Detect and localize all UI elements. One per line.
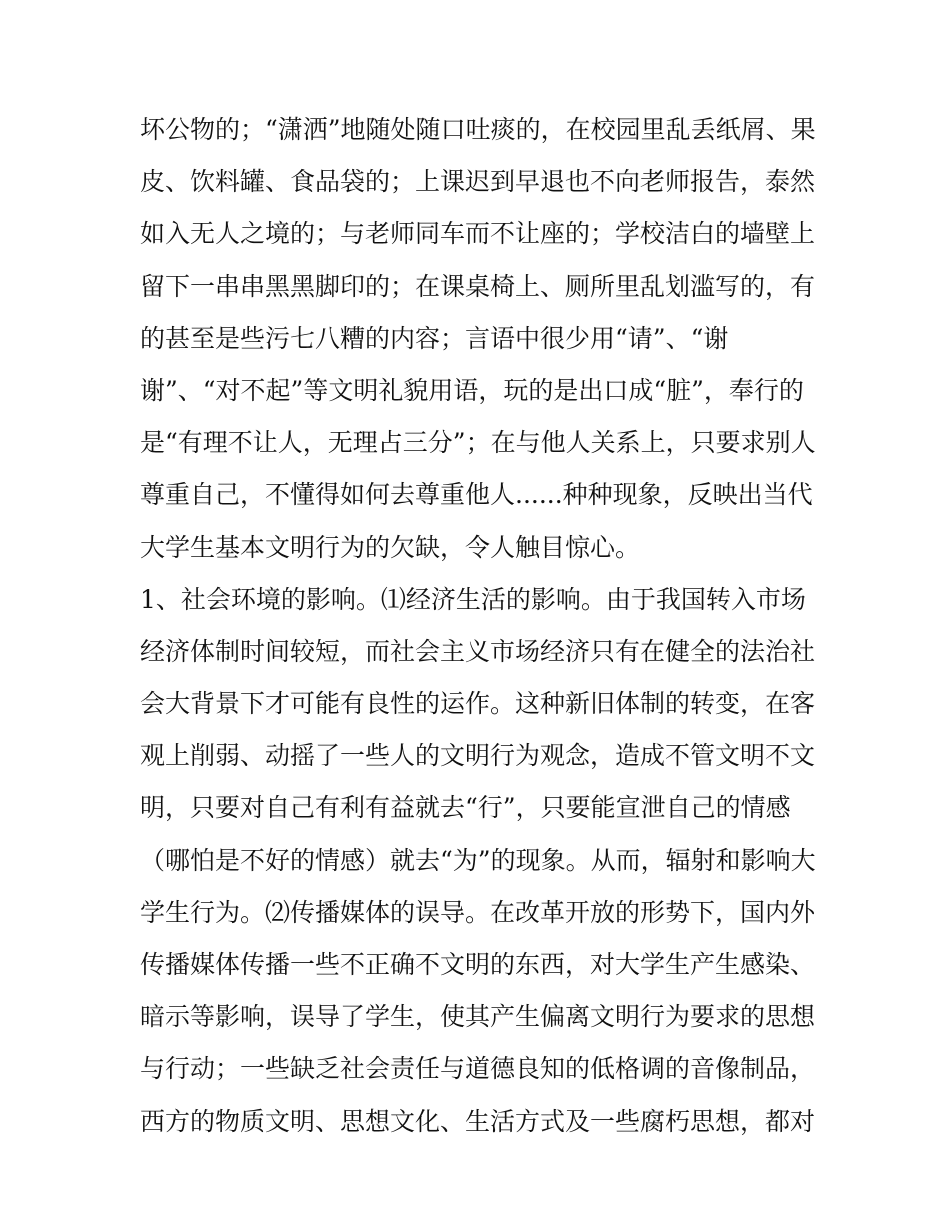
text-line-6: 谢”、“对不起”等文明礼貌用语，玩的是出口成“脏”，奉行的 xyxy=(140,375,804,405)
text-line-10: 1、社会环境的影响。⑴经济生活的影响。由于我国转入市场 xyxy=(140,584,806,614)
text-line-4: 留下一串串黑黑脚印的；在课桌椅上、厕所里乱划滥写的，有 xyxy=(140,271,816,301)
body-text xyxy=(140,104,830,1148)
text-line-18: 暗示等影响，误导了学生，使其产生偏离文明行为要求的思想 xyxy=(140,1002,816,1032)
text-line-20: 西方的物质文明、思想文化、生活方式及一些腐朽思想，都对 xyxy=(140,1106,816,1136)
text-line-12: 会大背景下才可能有良性的运作。这种新旧体制的转变，在客 xyxy=(140,689,816,719)
text-line-5: 的甚至是些污七八糟的内容；言语中很少用“请”、“谢 xyxy=(140,323,729,353)
text-line-14: 明，只要对自己有利有益就去“行”，只要能宣泄自己的情感 xyxy=(140,793,791,823)
text-line-3: 如入无人之境的；与老师同车而不让座的；学校洁白的墙壁上 xyxy=(140,219,816,249)
text-line-17: 传播媒体传播一些不正确不文明的东西，对大学生产生感染、 xyxy=(140,950,816,979)
text-line-8: 尊重自己，不懂得如何去尊重他人......种种现象，反映出当代 xyxy=(140,480,813,510)
text-line-13: 观上削弱、动摇了一些人的文明行为观念，造成不管文明不文 xyxy=(140,741,816,771)
text-line-15: （哪怕是不好的情感）就去“为”的现象。从而，辐射和影响大 xyxy=(140,845,816,875)
text-line-19: 与行动；一些缺乏社会责任与道德良知的低格调的音像制品， xyxy=(140,1054,816,1084)
text-line-9: 大学生基本文明行为的欠缺，令人触目惊心。 xyxy=(140,532,641,562)
text-line-2: 皮、饮料罐、食品袋的；上课迟到早退也不向老师报告，泰然 xyxy=(140,167,816,197)
text-line-1: 坏公物的；“潇洒”地随处随口吐痰的，在校园里乱丢纸屑、果 xyxy=(140,115,816,144)
text-line-11: 经济体制时间较短，而社会主义市场经济只有在健全的法治社 xyxy=(140,636,816,666)
text-line-16: 学生行为。⑵传播媒体的误导。在改革开放的形势下，国内外 xyxy=(140,897,816,927)
text-line-7: 是“有理不让人，无理占三分”；在与他人关系上，只要求别人 xyxy=(140,428,816,458)
